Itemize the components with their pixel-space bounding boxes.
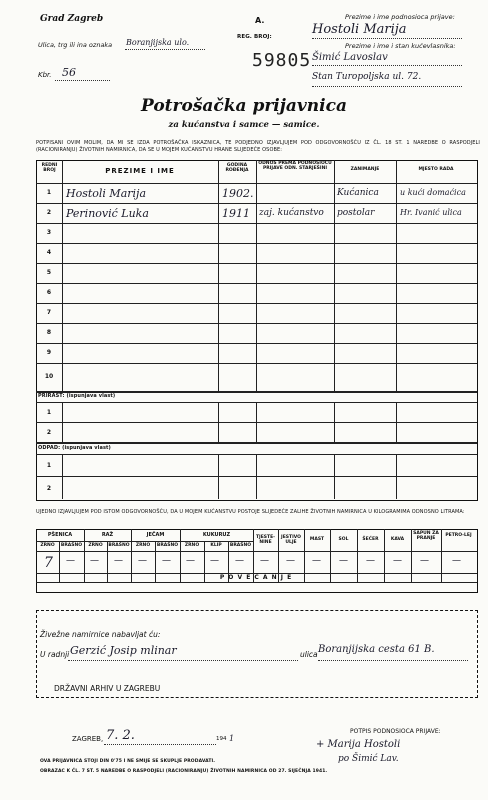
odpad-label: ODPAD: (ispunjava vlast) [38, 445, 111, 451]
person-workplace: u kući domaćica [400, 188, 466, 197]
supply-value: — [66, 556, 75, 566]
prirast-label: PRIRAST: (ispunjava vlast) [38, 393, 116, 399]
supply-value: — [286, 556, 295, 566]
person-name: Perinović Luka [66, 207, 149, 220]
supply-header-lard: MAST [309, 537, 325, 542]
signature-line-1: + Marija Hostoli [316, 739, 401, 750]
shop-street: Boranjijska cesta 61 B. [318, 644, 435, 655]
supply-subheader: BRAŠNO [229, 543, 252, 548]
person-occupation: Kućanica [337, 188, 379, 198]
supply-subheader: ZRNO [184, 543, 200, 548]
supply-value: — [162, 556, 171, 566]
reg-number-label: REG. BROJ: [237, 34, 272, 40]
signature-label: POTPIS PODNOSIOCA PRIJAVE: [350, 728, 441, 735]
house-number-underline [55, 80, 110, 81]
applicant-underline [312, 38, 462, 39]
applicant-name: Hostoli Marija [312, 22, 407, 37]
year-suffix: 194 [216, 736, 227, 742]
col-header-relation: ODNOS PREMA PODNOSIOCU PRIJAVE ODN. STARJEŠINI [258, 161, 332, 171]
supply-value: — [210, 556, 219, 566]
odpad-row-number: 1 [46, 462, 52, 469]
house-number-value: 56 [62, 66, 76, 79]
archive-stamp: DRŽAVNI ARHIV U ZAGREBU [54, 684, 161, 693]
supply-header-salt: SOL [338, 537, 349, 542]
supply-subheader: ZRNO [88, 543, 103, 548]
tenant-underline-1 [312, 65, 462, 66]
increase-label: P O V E Ć A N J E [219, 574, 293, 581]
supply-value: — [393, 556, 402, 566]
row-number: 9 [46, 349, 52, 356]
prirast-row-number: 1 [46, 409, 52, 416]
supply-header-corn: KUKURUZ [202, 532, 231, 538]
supply-value: — [339, 556, 348, 566]
declaration-text: POTPISANI OVIM MOLIM, DA MI SE IZDA POTROŠAČKA ISKAZNICA, TE PODJEDNO IZJAVLJUJEM POD ODGOVORNOŠĆU IZ ČL. 18 ST. 1 NAREDBE O RASPODJELI (RACIONIRANJU) ŽIVOTNIH NAMIRNICA, DA SE U MOJEM KUĆANSTVU HRANE SLIJEDEĆE OSOBE: [36, 140, 480, 154]
supply-header-petroleum: PETRO-LEJ [445, 533, 472, 538]
person-relation: zaj. kućanstvo [259, 208, 324, 218]
row-number: 6 [46, 289, 52, 296]
col-header-number: REDNI BROJ [41, 163, 58, 173]
row-number: 1 [46, 189, 52, 196]
applicant-label: Prezime i ime podnosioca prijave: [345, 13, 455, 21]
supply-value: — [186, 556, 195, 566]
supply-value: — [138, 556, 147, 566]
person-workplace: Hr. Ivanić ulica [400, 208, 462, 217]
row-number: 7 [46, 309, 52, 316]
supply-value: — [235, 556, 244, 566]
supply-subheader: ZRNO [135, 543, 151, 548]
supply-subheader: BRAŠNO [108, 543, 130, 548]
supply-value: — [312, 556, 321, 566]
supply-header-oil: JESTIVO ULJE [281, 535, 301, 545]
street-label: Ulica, trg ili ina oznaka [38, 41, 113, 49]
tenant-label: Prezime i ime i stan kućevlasnika: [345, 42, 456, 50]
row-number: 2 [46, 209, 52, 216]
person-occupation: postolar [337, 208, 375, 218]
supply-subheader: KLIP [210, 543, 222, 548]
shop-street-label: ulica [300, 650, 318, 659]
form-title: Potrošačka prijavnica [141, 96, 347, 116]
supply-header-pasta: TJESTE-NINE [255, 535, 276, 545]
supply-subheader: BRAŠNO [60, 543, 83, 548]
purchase-label: Živežne namirnice nabavljat ću: [40, 630, 161, 639]
supply-value: — [420, 556, 429, 566]
shop-label: U radnji [40, 650, 70, 659]
supply-subheader: ZRNO [40, 543, 55, 548]
row-number: 4 [46, 249, 52, 256]
supply-header-rye: RAŽ [101, 532, 114, 538]
odpad-row-number: 2 [46, 485, 52, 492]
supply-header-sugar: ŠEĆER [362, 537, 379, 542]
row-number: 10 [44, 373, 54, 380]
col-header-occupation: ZANIMANJE [350, 167, 380, 172]
supply-value: — [452, 556, 461, 566]
tenant-underline-2 [312, 86, 462, 87]
section-letter: A. [255, 16, 265, 25]
row-number: 3 [46, 229, 52, 236]
prirast-row-number: 2 [46, 429, 52, 436]
house-number-label: Kbr. [38, 71, 52, 79]
form-regulation-note: OBRAZAC K ČL. 7 ST. 5 NAREDBE O RASPODJELI (RACIONIRANJU) ŽIVOTNIH NAMIRNICA OD 27. SIJEČNJA 1941. [40, 769, 328, 774]
supply-value: — [114, 556, 123, 566]
person-birth-year: 1902. [222, 187, 254, 200]
row-number: 8 [46, 329, 52, 336]
supply-value: — [366, 556, 375, 566]
price-note: OVA PRIJAVNICA STOJI DIN 0'75 I NE SMIJE SE SKUPLJE PRODAVATI. [40, 759, 216, 764]
city-name: Grad Zagreb [40, 14, 104, 24]
row-number: 5 [46, 269, 52, 276]
col-header-name: PREZIME I IME [105, 167, 175, 175]
col-header-workplace: MJESTO RADA [418, 167, 454, 172]
person-birth-year: 1911 [222, 207, 250, 220]
date-value: 7. 2. [106, 728, 135, 743]
place-label: ZAGREB, [72, 735, 104, 743]
form-subtitle: za kućanstva i samce — samice. [168, 120, 320, 130]
person-name: Hostoli Marija [66, 187, 147, 200]
col-header-birth-year: GODINA ROĐENJA [225, 163, 249, 173]
reg-number: 59805 [252, 50, 312, 71]
supply-header-barley: JEČAM [146, 532, 165, 538]
supply-header-wheat: PŠENICA [47, 532, 73, 538]
street-underline [125, 49, 205, 50]
supply-value: — [260, 556, 269, 566]
supply-subheader: BRAŠNO [156, 543, 179, 548]
supply-value: — [90, 556, 99, 566]
supply-header-soap: SAPUN ZA PRANJE [413, 531, 439, 541]
tenant-address: Stan Turopoljska ul. 72. [312, 72, 422, 82]
supplies-declaration: UJEDNO IZJAVLJUJEM POD ISTOM ODGOVORNOŠĆU, DA U MOJEM KUĆANSTVU POSTOJE SLIJEDEĆE ZALIHE ŽIVOTNIH NAMIRNICA U KILOGRAMIMA ODNOSNO LITRAMA: [36, 509, 465, 515]
street-value: Boranjijska ulo. [126, 38, 190, 47]
supply-value: 7 [44, 555, 53, 571]
supply-header-coffee: KAVA [390, 537, 405, 542]
signature-line-2: po Šimić Lav. [338, 754, 399, 764]
shop-name: Gerzić Josip mlinar [70, 644, 177, 657]
year-handwritten: 1 [229, 734, 235, 743]
tenant-name: Šimić Lavoslav [312, 52, 388, 63]
